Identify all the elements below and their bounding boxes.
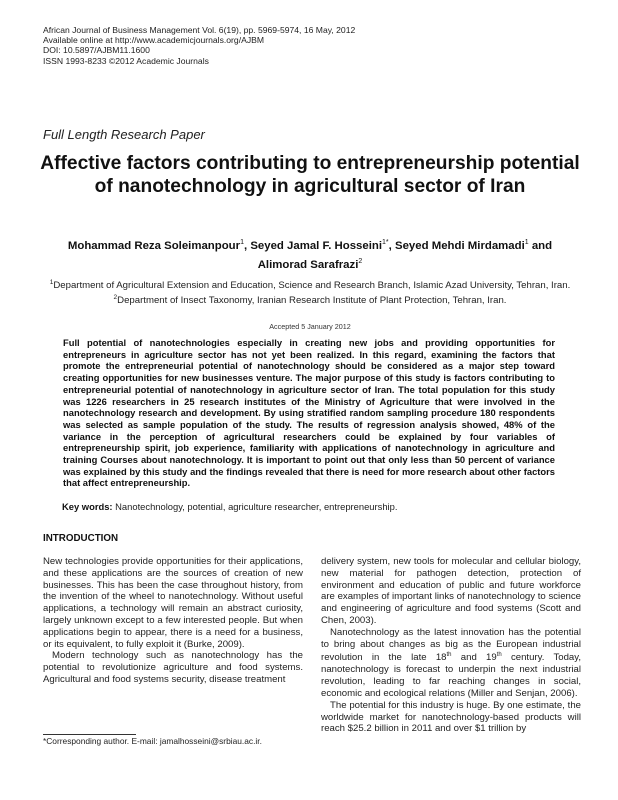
paper-type: Full Length Research Paper (43, 127, 205, 142)
paragraph: Modern technology such as nanotechnology has the potential to revolutionize agriculture and food systems. Agricultural and food systems security, disease treatment (43, 650, 303, 685)
right-column (321, 556, 581, 735)
footnote-divider (43, 734, 136, 735)
abstract: Full potential of nanotechnologies especially in creating new jobs and providing opportunities for entrepreneurs in agriculture sector has not yet been realized. In this regard, examining the factors that promote the entrepreneurial potential of nanotechnology should be considered as a major step toward creating opportunities for new businesses venture. The major purpose of this study is factors contributing to entrepreneurial potential of nanotechnology in agriculture sector of Iran. The total population for this study was 1226 researchers in 25 research institutes of the Ministry of Agriculture that were involved in the nanotechnology research and development. By using stratified random sampling procedure 180 respondents was selected as sample population of the study. The results of regression analysis showed, 48% of the variance in the perception of agricultural researchers could be explained by four variables of entrepreneurship spirit, job experience, familiarity with applications of nanotechnology in agriculture and training Courses about nanotechnology. It is important to point out that only less than 50 percent of variance was explained by this study and the findings revealed that there is need for more research about other factors that affect entrepreneurship. (63, 337, 555, 489)
paragraph: The potential for this industry is huge. By one estimate, the worldwide market for nanotechnology-based products will reach $25.2 billion in 2011 and over $1 trillion by (321, 699, 581, 735)
keywords-text: Nanotechnology, potential, agriculture researcher, entrepreneurship. (112, 501, 398, 512)
affiliation: $^2$Department of Insect Taxonomy, Iranian Research Institute of Plant Protection, Tehran, Iran. (113, 293, 507, 306)
author: Mohammad Reza Soleimanpour$^1$, (67, 239, 251, 252)
affiliations (30, 277, 590, 306)
author: Seyed Jamal F. Hosseini$^{1*}$, (250, 239, 395, 252)
doi-line: DOI: 10.5897/AJBM11.1600 (43, 45, 150, 56)
paragraph: Nanotechnology as the latest innovation has the potential to bring about changes as big as the European industrial revolution in the late 18th and 19th century. Today, nanotechnology is forecast to underpin the next industrial revolution, leading to far reaching changes in social, economic and ecological relations (Miller and Senjan, 2006). (321, 626, 581, 699)
section-heading-introduction: INTRODUCTION (43, 533, 119, 544)
paragraph: New technologies provide opportunities for their applications, and these applications are the sources of creation of new businesses. This has been the case throughout history, from the invention of the wheel to nanotechnology. Without useful applications, a technology will remain an abstract curiosity, largely unknown except to a few interested people. But when applications begin to appear, there is a need for a business, or its equivalent, to fully exploit it (Burke, 2009). (43, 556, 303, 650)
corresponding-author-footnote: *Corresponding author. E-mail: jamalhosseini@srbiau.ac.ir. (43, 736, 262, 746)
accepted-date: Accepted 5 January 2012 (269, 322, 351, 331)
author: Seyed Mehdi Mirdamadi$^1$ and (394, 239, 553, 252)
paragraph: delivery system, new tools for molecular and cellular biology, new material for pathogen detection, protection of environment and education of public and future workforce are examples of important links of nanotechnology to science and engineering of agriculture and food systems (Scott and Chen, 2003). (321, 556, 581, 626)
issn-line: ISSN 1993-8233 ©2012 Academic Journals (43, 55, 209, 66)
keywords (62, 501, 397, 512)
paper-title: Affective factors contributing to entrepreneurship potential of nanotechnology in agricultural sector of Iran (40, 153, 580, 197)
keywords-label: Key words: (62, 501, 113, 512)
left-column (43, 556, 303, 686)
author: Alimorad Sarafrazi$^2$ (257, 257, 363, 271)
affiliation: $^1$Department of Agricultural Extension and Education, Science and Research Branch, Islamic Azad University, Tehran, Iran. (49, 279, 571, 292)
journal-header (43, 25, 355, 66)
author-list (30, 235, 590, 273)
journal-citation: African Journal of Business Management Vol. 6(19), pp. 5969-5974, 16 May, 2012 (43, 25, 356, 35)
journal-url-line: Available online at http://www.academicjournals.org/AJBM (43, 35, 265, 46)
